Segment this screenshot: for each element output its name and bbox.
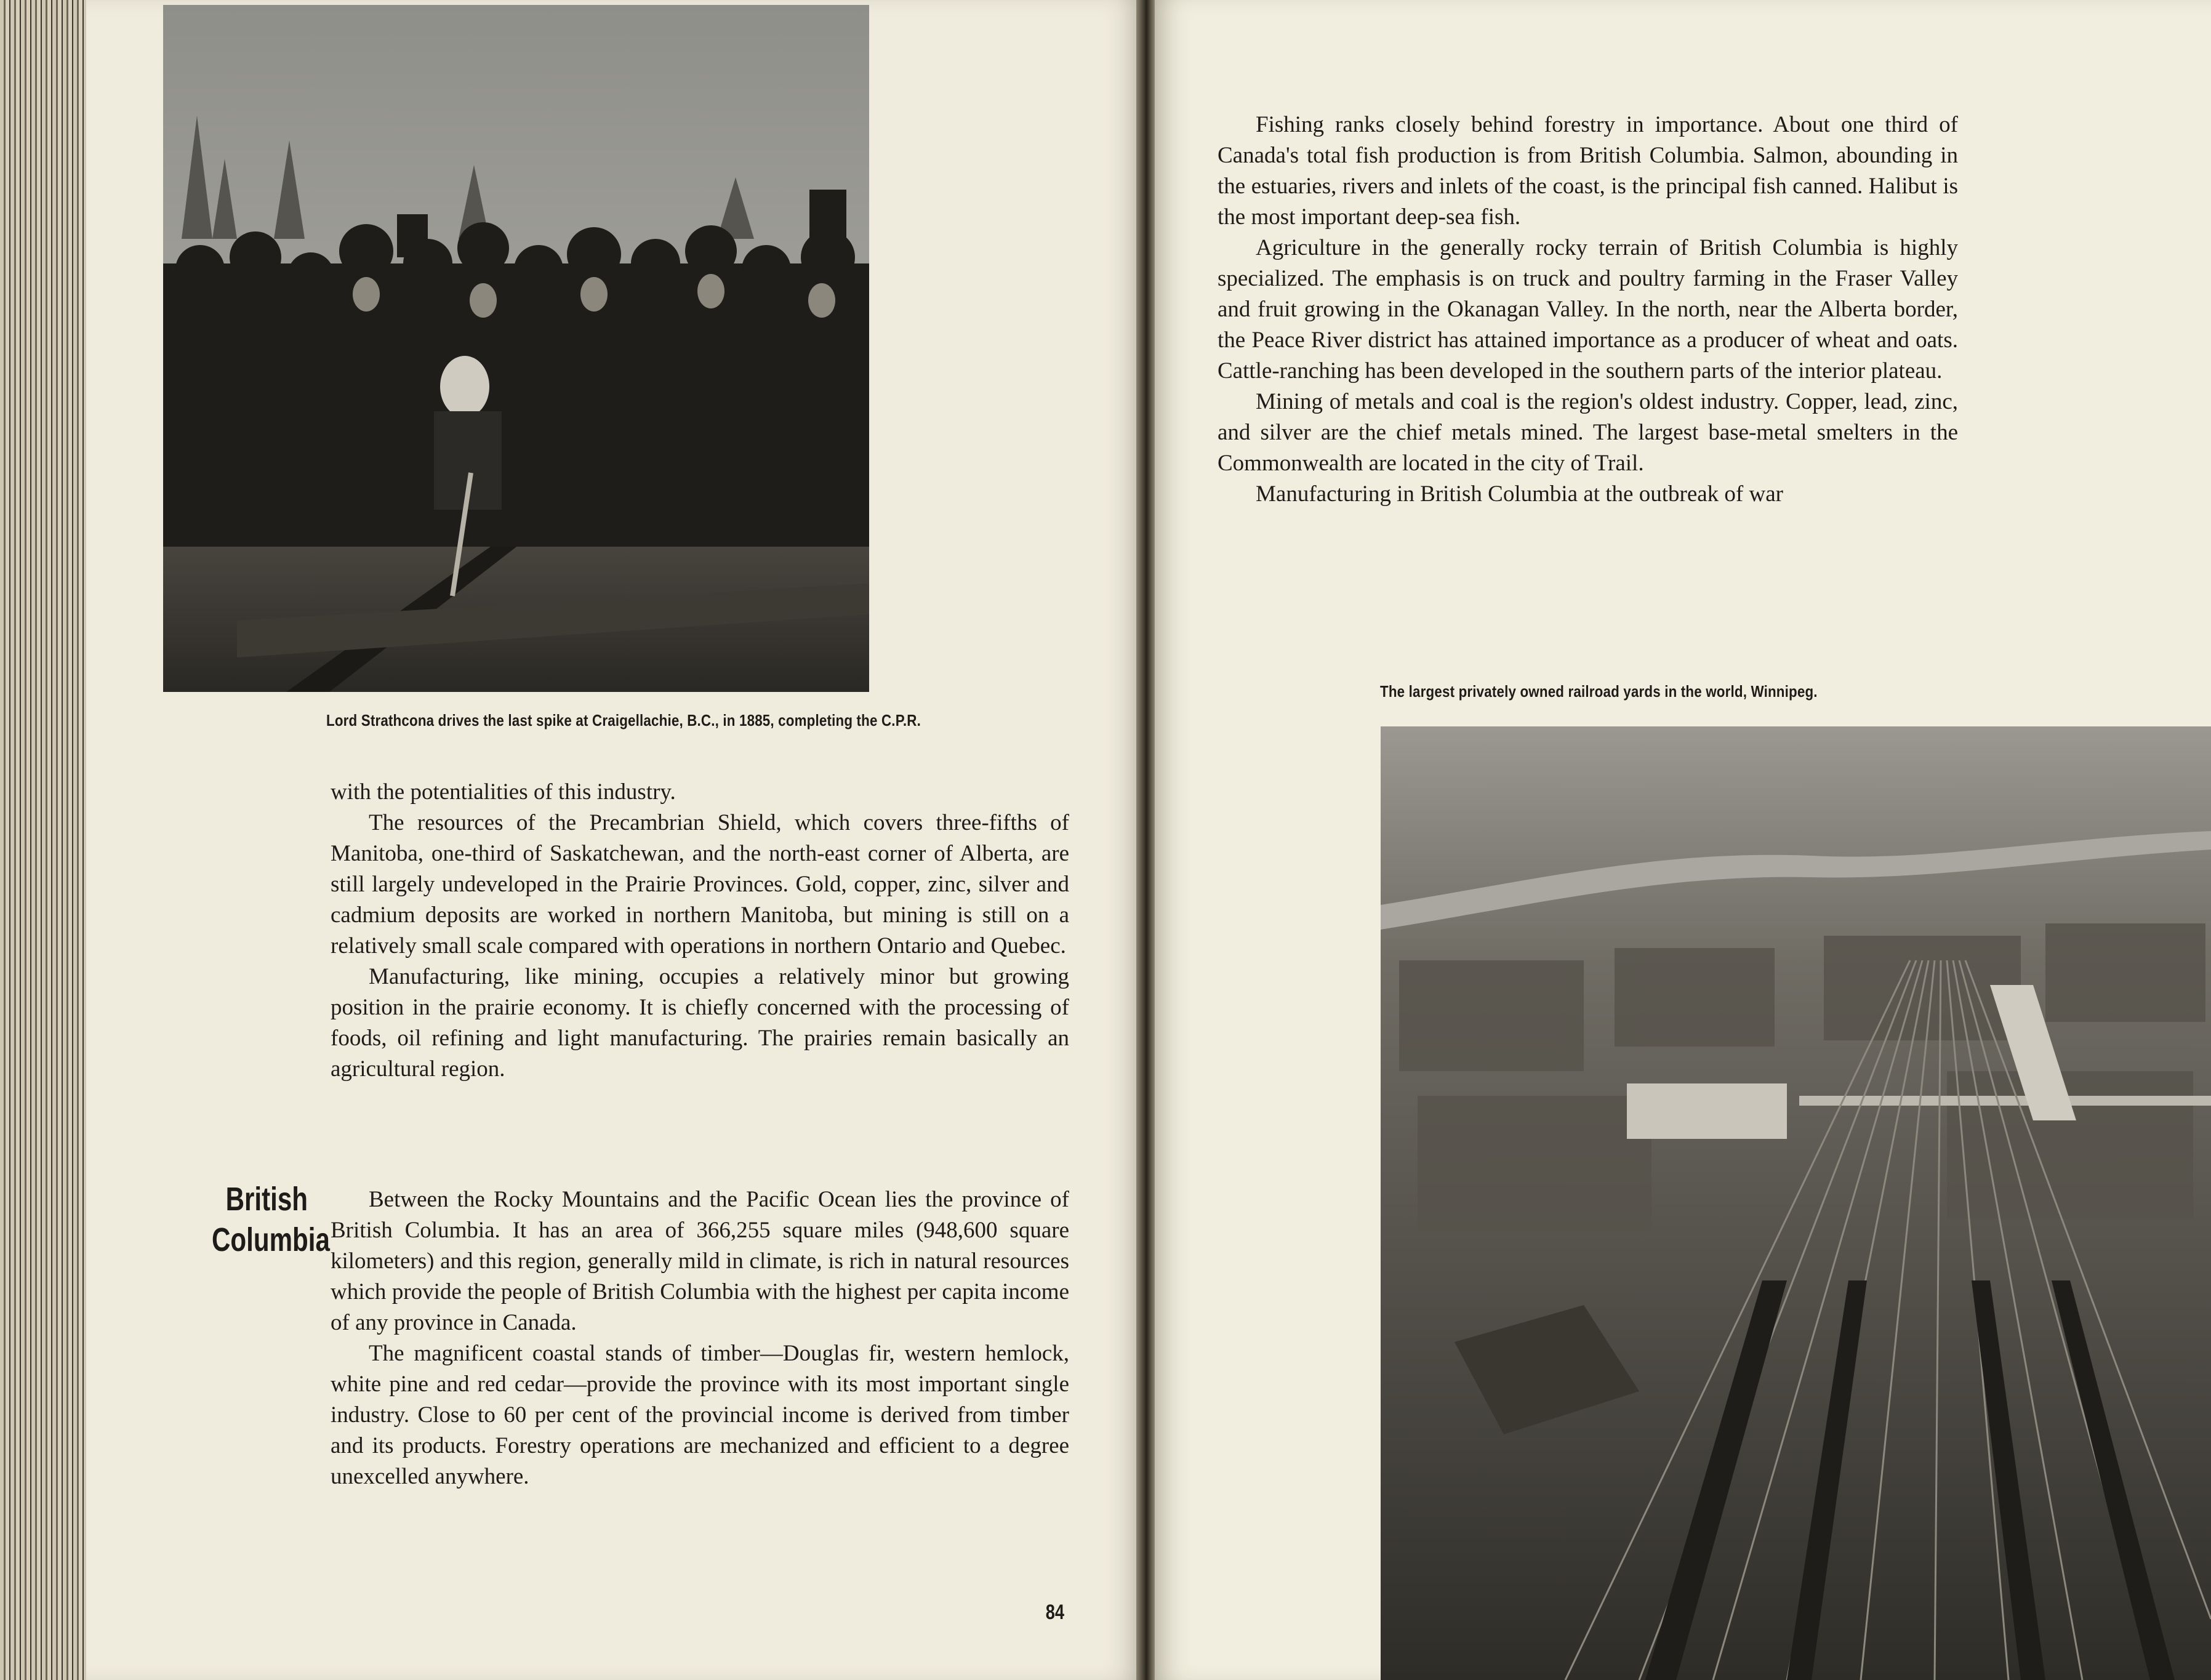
paragraph: Manufacturing in British Columbia at the outbreak of war	[1256, 481, 1783, 507]
left-body-text-b	[331, 1184, 1069, 1492]
paragraph: Agriculture in the generally rocky terrain of British Columbia is highly specialized. The emphasis is on truck and poultry farming in the Fraser Valley and fruit growing in the Okanagan Valley. In the north, near the Alberta border, the Peace River district has attained importance as a producer of wheat and oats. Cattle-ranching has been developed in the southern parts of the interior plateau.	[1218, 235, 1958, 384]
paragraph: Fishing ranks closely behind forestry in importance. About one third of Canada's total fish production is from British Columbia. Salmon, abounding in the estuaries, rivers and inlets of the coast, is the principal fish canned. Halibut is the most important deep-sea fish.	[1218, 112, 1958, 230]
railroad-yards-photo	[1381, 726, 2211, 1680]
last-spike-photo	[163, 5, 869, 692]
section-heading-british-columbia: British Columbia	[212, 1181, 330, 1258]
railroad-yards-caption: The largest privately owned railroad yards in the world, Winnipeg.	[1380, 682, 1818, 701]
paragraph: The resources of the Precambrian Shield, which covers three-fifths of Manitoba, one-third of Saskatchewan, and the north-east corner of Alberta, are still largely undeveloped in the Prairie Provinces. Gold, copper, zinc, silver and cadmium deposits are worked in northern Manitoba, but mining is still on a relatively small scale compared with operations in northern Ontario and Quebec.	[331, 810, 1069, 959]
paragraph: The magnificent coastal stands of timber—Douglas fir, western hemlock, white pine and red cedar—provide the province with its most important single industry. Close to 60 per cent of the provincial income is derived from timber and its products. Forestry operations are mechanized and efficient to a degree unexcelled anywhere.	[331, 1341, 1069, 1489]
paragraph: with the potentialities of this industry.	[331, 779, 676, 805]
page-number: 84	[1045, 1601, 1065, 1624]
right-body-text	[1218, 110, 1958, 510]
last-spike-caption: Lord Strathcona drives the last spike at Craigellachie, B.C., in 1885, completing the C.P.R.	[326, 711, 921, 729]
paragraph: Manufacturing, like mining, occupies a relatively minor but growing position in the prairie economy. It is chiefly concerned with the processing of foods, oil refining and light manufacturing. The prairies remain basically an agricultural region.	[331, 964, 1069, 1082]
paragraph: Between the Rocky Mountains and the Pacific Ocean lies the province of British Columbia. It has an area of 366,255 square miles (948,600 square kilometers) and this region, generally mild in climate, is rich in natural resources which provide the people of British Columbia with the highest per capita income of any province in Canada.	[331, 1187, 1069, 1335]
book-gutter	[1136, 0, 1155, 1680]
page-stack-edges	[0, 0, 86, 1680]
left-body-text-a	[331, 777, 1069, 1085]
paragraph: Mining of metals and coal is the region's oldest industry. Copper, lead, zinc, and silver are the chief metals mined. The largest base-metal smelters in the Commonwealth are located in the city of Trail.	[1218, 389, 1958, 476]
